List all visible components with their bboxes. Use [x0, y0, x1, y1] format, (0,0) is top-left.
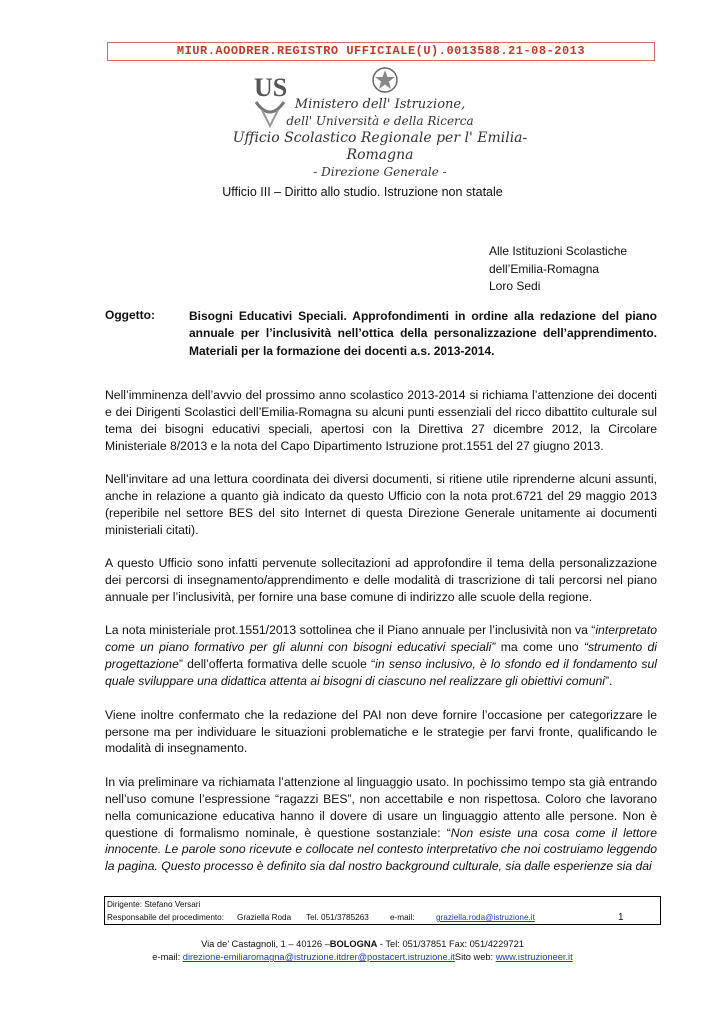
email-link[interactable]: direzione-emiliaromagna@istruzione.it: [182, 952, 342, 962]
paragraph: [105, 774, 657, 875]
text-run: ma come uno: [495, 640, 584, 655]
quote-text: “strumento di progettazione: [105, 640, 657, 672]
dirigente: Dirigente: Stefano Versari: [107, 900, 201, 909]
email-label: e-mail:: [390, 913, 415, 922]
phone: Tel. 051/3785263: [306, 913, 369, 922]
protocol-stamp: MIUR.AOODRER.REGISTRO UFFICIALE(U).0013588.21-08-2013: [107, 42, 655, 61]
letter-body: [105, 387, 657, 892]
office-title: Ufficio III – Diritto allo studio. Istruzione non statale: [222, 185, 503, 199]
pec-link[interactable]: drer@postacert.istruzione.it: [341, 952, 455, 962]
email-link[interactable]: graziella.roda@istruzione.it: [436, 913, 535, 922]
paragraph: A questo Ufficio sono infatti pervenute sollecitazioni ad approfondire il tema della personalizzazione dei percorsi di insegnamento/apprendimento e delle modalità di trascrizione di tali percorsi nel piano annuale per l’inclusività, per fornire una base comune di indirizzo alle scuole della regione.: [105, 556, 657, 605]
address-text: Via de’ Castagnoli, 1 – 40126 –: [201, 939, 330, 949]
quote-text: interpretato come un piano formativo per gli alunni con bisogni educativi speciali”: [105, 623, 657, 655]
paragraph: [105, 622, 657, 690]
svg-text:US: US: [254, 73, 288, 102]
text-run: La nota ministeriale prot.1551/2013 sottolinea che il Piano annuale per l’inclusività non va “: [105, 623, 596, 638]
page-number: 1: [618, 912, 624, 923]
recipients: [489, 243, 627, 296]
ministry-line: Ufficio Scolastico Regionale per l' Emilia-Romagna: [232, 130, 528, 163]
responsible-row: [107, 911, 658, 924]
quote-text: in senso inclusivo, è lo sfondo ed il fondamento sul quale sviluppare una didattica attenta ai bisogni di ciascuno nel realizzare gli obiettivi comuni: [105, 657, 657, 689]
phone-fax: - Tel: 051/37851 Fax: 051/4229721: [377, 939, 524, 949]
subject-text: Bisogni Educativi Speciali. Approfondimenti in ordine alla redazione del piano annuale per l’inclusività nell’ottica della personalizzazione dell’apprendimento. Materiali per la formazione dei docenti a.s. 2013-2014.: [189, 309, 657, 358]
paragraph: Nell’imminenza dell’avvio del prossimo anno scolastico 2013-2014 si richiama l’attenzione dei docenti e dei Dirigenti Scolastici dell’Emilia-Romagna su alcuni punti essenziali del ricco dibattito culturale sul tema dei bisogni educativi speciali, apertosi con la Direttiva 27 dicembre 2012, la Circolare Ministeriale 8/2013 e la nota del Capo Dipartimento Istruzione prot.1551 del 27 giugno 2013.: [105, 388, 657, 453]
quote-text: Non esiste una cosa come il lettore innocente. Le parole sono ricevute e collocate nel contesto interpretativo che noi costruiamo leggendo la pagina. Questo processo è definito sia dal nostro background culturale, sia dalle esperienze sia dai: [105, 825, 657, 874]
ministry-header: [230, 96, 530, 181]
text-run: ” dell’offerta formativa delle scuole “: [178, 657, 376, 672]
recipient-line: Loro Sedi: [489, 279, 541, 293]
ministry-line: dell' Università e della Ricerca: [286, 114, 474, 128]
footer-box: [104, 896, 661, 925]
subject-label: Oggetto:: [105, 308, 155, 322]
web-label: Sito web:: [454, 952, 496, 962]
website-link[interactable]: www.istruzioneer.it: [495, 952, 573, 962]
contact-line: [0, 951, 725, 964]
city: BOLOGNA: [329, 939, 378, 949]
ministry-line: - Direzione Generale -: [313, 165, 447, 179]
republic-emblem-icon: [370, 64, 400, 96]
address-footer: [0, 938, 725, 964]
recipient-line: Alle Istituzioni Scolastiche: [489, 244, 628, 258]
recipient-line: dell’Emilia-Romagna: [489, 261, 600, 276]
responsible-name: Graziella Roda: [237, 913, 292, 922]
paragraph: Viene inoltre confermato che la redazione del PAI non deve fornire l’occasione per categorizzare le persone ma per individuare le situazioni problematiche e le strategie per farvi fronte, qualificando le modalità di insegnamento.: [105, 707, 657, 756]
text-run: In via preliminare va richiamata l’attenzione al linguaggio usato. In pochissimo tempo sta già entrando nell’uso comune l’espressione “ragazzi BES”, non accettabile e non rispettosa. Coloro che lavorano nella comunicazione educativa hanno il dovere di usare un linguaggio attento alle persone. Non è questione di formalismo nominale, è questione sostanziale: “: [105, 774, 657, 840]
responsible-label: Responsabile del procedimento:: [107, 913, 224, 922]
email-label: e-mail:: [152, 952, 183, 962]
address-line: [0, 938, 725, 951]
text-run: ”.: [605, 674, 613, 689]
ministry-line: Ministero dell' Istruzione,: [294, 97, 466, 112]
paragraph: Nell’invitare ad una lettura coordinata dei diversi documenti, si ritiene utile riprenderne alcuni assunti, anche in relazione a quanto già indicato da questo Ufficio con la nota prot.6721 del 29 maggio 2013 (reperibile nel settore BES del sito Internet di questa Direzione Generale unitamente ai documenti ministeriali citati).: [105, 472, 657, 537]
